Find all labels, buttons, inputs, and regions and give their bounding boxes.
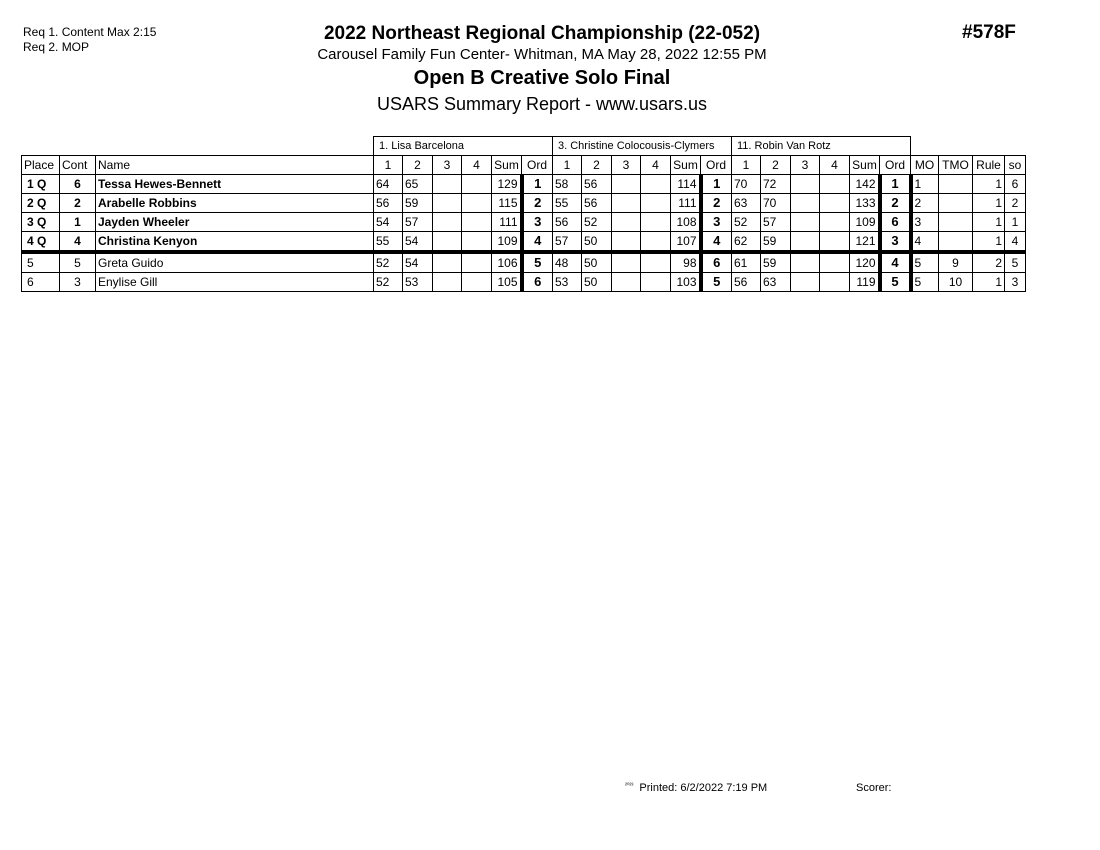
judge-2-score-1-cell: 56 (553, 213, 582, 232)
judge-3-score-4-cell (820, 232, 850, 253)
judge-2-score-3-cell (612, 175, 641, 194)
judge-1-ordinal-cell: 1 (522, 175, 553, 194)
judge-3-score-3-cell (791, 232, 820, 253)
judge-3-score-4-cell (820, 213, 850, 232)
judge-1-score-1-cell: 55 (374, 232, 403, 253)
col-j1-ord: Ord (522, 156, 553, 175)
event-code: #578F (962, 22, 1016, 43)
table-row (22, 273, 1026, 292)
col-j2-score-2: 2 (582, 156, 612, 175)
judge-2-sum-cell: 111 (671, 194, 701, 213)
judge-2-score-2-cell: 52 (582, 213, 612, 232)
so-cell: 5 (1005, 252, 1026, 273)
scorer-label: Scorer: (856, 782, 892, 794)
judge-1-ordinal-cell: 5 (522, 252, 553, 273)
judge-2-score-4-cell (641, 252, 671, 273)
table-row (22, 252, 1026, 273)
place-cell: 2 Q (22, 194, 60, 213)
report-title: USARS Summary Report - www.usars.us (376, 94, 708, 114)
rule-cell: 1 (973, 213, 1005, 232)
judge-1-score-4-cell (462, 194, 492, 213)
judge-1-name: 1. Lisa Barcelona (374, 137, 553, 156)
requirement-2: Req 2. MOP (23, 40, 90, 54)
judge-1-score-2-cell: 54 (403, 232, 433, 253)
requirements-list (23, 25, 156, 55)
rule-cell: 1 (973, 273, 1005, 292)
judge-2-score-3-cell (612, 194, 641, 213)
report-header (250, 22, 834, 115)
judge-3-score-4-cell (820, 273, 850, 292)
judge-1-score-3-cell (433, 232, 462, 253)
judge-1-sum-cell: 105 (492, 273, 522, 292)
col-j3-score-4: 4 (820, 156, 850, 175)
judge-2-score-4-cell (641, 273, 671, 292)
judge-2-ordinal-cell: 4 (701, 232, 732, 253)
judge-2-score-2-cell: 50 (582, 273, 612, 292)
footer-mark: ²⁰²³ (625, 783, 634, 789)
judge-2-score-1-cell: 58 (553, 175, 582, 194)
judge-2-ordinal-cell: 1 (701, 175, 732, 194)
judge-3-score-2-cell: 70 (761, 194, 791, 213)
col-rule: Rule (973, 156, 1005, 175)
col-j1-score-2: 2 (403, 156, 433, 175)
judge-1-score-1-cell: 64 (374, 175, 403, 194)
judge-3-score-1-cell: 61 (732, 252, 761, 273)
judge-2-score-4-cell (641, 213, 671, 232)
requirement-1: Req 1. Content Max 2:15 (23, 25, 157, 39)
judge-3-sum-cell: 120 (850, 252, 880, 273)
judge-1-sum-cell: 106 (492, 252, 522, 273)
mo-cell: 5 (911, 252, 939, 273)
judge-2-score-1-cell: 53 (553, 273, 582, 292)
judge-3-sum-cell: 109 (850, 213, 880, 232)
col-j2-ord: Ord (701, 156, 732, 175)
so-cell: 2 (1005, 194, 1026, 213)
col-j3-score-1: 1 (732, 156, 761, 175)
tmo-cell: 9 (939, 252, 973, 273)
contestant-number-cell: 1 (60, 213, 96, 232)
contestant-number-cell: 6 (60, 175, 96, 194)
printed-text: Printed: 6/2/2022 7:19 PM (639, 782, 768, 794)
judge-1-score-2-cell: 59 (403, 194, 433, 213)
judge-1-score-1-cell: 52 (374, 273, 403, 292)
judge-1-ordinal-cell: 3 (522, 213, 553, 232)
tmo-cell (939, 175, 973, 194)
judge-1-score-4-cell (462, 213, 492, 232)
so-cell: 1 (1005, 213, 1026, 232)
judge-1-score-3-cell (433, 273, 462, 292)
judge-1-score-3-cell (433, 252, 462, 273)
so-cell: 6 (1005, 175, 1026, 194)
judge-3-score-2-cell: 59 (761, 252, 791, 273)
place-cell: 1 Q (22, 175, 60, 194)
judge-3-sum-cell: 133 (850, 194, 880, 213)
judge-3-score-2-cell: 59 (761, 232, 791, 253)
judge-1-ordinal-cell: 6 (522, 273, 553, 292)
competition-title: 2022 Northeast Regional Championship (22-052) (323, 23, 761, 44)
skater-name-cell: Arabelle Robbins (96, 194, 374, 213)
col-tmo: TMO (939, 156, 973, 175)
judge-1-ordinal-cell: 4 (522, 232, 553, 253)
judge-1-score-2-cell: 53 (403, 273, 433, 292)
judge-1-score-4-cell (462, 252, 492, 273)
judge-2-score-2-cell: 50 (582, 252, 612, 273)
place-cell: 3 Q (22, 213, 60, 232)
col-place: Place (22, 156, 60, 175)
col-j1-score-1: 1 (374, 156, 403, 175)
judge-3-ordinal-cell: 5 (880, 273, 911, 292)
judge-2-score-1-cell: 55 (553, 194, 582, 213)
contestant-number-cell: 2 (60, 194, 96, 213)
judge-3-score-1-cell: 52 (732, 213, 761, 232)
judge-3-score-1-cell: 63 (732, 194, 761, 213)
judge-3-score-4-cell (820, 252, 850, 273)
mo-cell: 2 (911, 194, 939, 213)
judge-1-score-4-cell (462, 273, 492, 292)
contestant-number-cell: 4 (60, 232, 96, 253)
rule-cell: 2 (973, 252, 1005, 273)
place-cell: 6 (22, 273, 60, 292)
rule-cell: 1 (973, 232, 1005, 253)
contestant-number-cell: 3 (60, 273, 96, 292)
col-mo: MO (911, 156, 939, 175)
judge-2-score-2-cell: 50 (582, 232, 612, 253)
judge-1-score-1-cell: 52 (374, 252, 403, 273)
col-j2-score-4: 4 (641, 156, 671, 175)
judge-3-score-3-cell (791, 252, 820, 273)
col-j3-score-2: 2 (761, 156, 791, 175)
judge-1-score-1-cell: 54 (374, 213, 403, 232)
col-so: so (1005, 156, 1026, 175)
judge-2-score-1-cell: 57 (553, 232, 582, 253)
results-table (21, 136, 1026, 292)
so-cell: 3 (1005, 273, 1026, 292)
judge-1-ordinal-cell: 2 (522, 194, 553, 213)
judge-1-sum-cell: 109 (492, 232, 522, 253)
judge-3-score-3-cell (791, 194, 820, 213)
judge-2-score-4-cell (641, 194, 671, 213)
judge-2-ordinal-cell: 3 (701, 213, 732, 232)
judge-header-row (22, 137, 1026, 156)
judge-1-score-3-cell (433, 213, 462, 232)
judge-3-score-2-cell: 57 (761, 213, 791, 232)
mo-cell: 1 (911, 175, 939, 194)
judge-3-score-1-cell: 62 (732, 232, 761, 253)
judge-3-ordinal-cell: 6 (880, 213, 911, 232)
judge-1-sum-cell: 111 (492, 213, 522, 232)
skater-name-cell: Jayden Wheeler (96, 213, 374, 232)
judge-3-score-3-cell (791, 273, 820, 292)
judge-2-sum-cell: 98 (671, 252, 701, 273)
col-cont: Cont (60, 156, 96, 175)
judge-1-score-2-cell: 57 (403, 213, 433, 232)
judge-2-ordinal-cell: 2 (701, 194, 732, 213)
col-j3-ord: Ord (880, 156, 911, 175)
judge-3-sum-cell: 119 (850, 273, 880, 292)
judge-3-score-4-cell (820, 194, 850, 213)
judge-2-score-3-cell (612, 252, 641, 273)
judge-2-score-3-cell (612, 213, 641, 232)
judge-2-score-4-cell (641, 232, 671, 253)
judge-3-score-3-cell (791, 213, 820, 232)
judge-1-score-4-cell (462, 232, 492, 253)
judge-3-ordinal-cell: 4 (880, 252, 911, 273)
judge-2-score-1-cell: 48 (553, 252, 582, 273)
col-j1-sum: Sum (492, 156, 522, 175)
judge-3-sum-cell: 142 (850, 175, 880, 194)
place-cell: 5 (22, 252, 60, 273)
col-j2-score-1: 1 (553, 156, 582, 175)
judge-3-score-1-cell: 70 (732, 175, 761, 194)
judge-1-score-2-cell: 54 (403, 252, 433, 273)
judge-3-ordinal-cell: 3 (880, 232, 911, 253)
tmo-cell (939, 232, 973, 253)
tmo-cell (939, 194, 973, 213)
venue-date-line: Carousel Family Fun Center- Whitman, MA May 28, 2022 12:55 PM (317, 46, 767, 63)
judge-3-score-2-cell: 63 (761, 273, 791, 292)
judge-1-sum-cell: 129 (492, 175, 522, 194)
judge-3-score-1-cell: 56 (732, 273, 761, 292)
judge-2-sum-cell: 107 (671, 232, 701, 253)
rule-cell: 1 (973, 175, 1005, 194)
judge-2-sum-cell: 114 (671, 175, 701, 194)
judge-2-ordinal-cell: 5 (701, 273, 732, 292)
judge-3-sum-cell: 121 (850, 232, 880, 253)
col-j1-score-4: 4 (462, 156, 492, 175)
table-row (22, 213, 1026, 232)
judge-2-score-2-cell: 56 (582, 194, 612, 213)
place-cell: 4 Q (22, 232, 60, 253)
rule-cell: 1 (973, 194, 1005, 213)
judge-2-sum-cell: 103 (671, 273, 701, 292)
judge-2-score-4-cell (641, 175, 671, 194)
so-cell: 4 (1005, 232, 1026, 253)
judge-1-sum-cell: 115 (492, 194, 522, 213)
skater-name-cell: Greta Guido (96, 252, 374, 273)
judge-3-score-4-cell (820, 175, 850, 194)
judge-1-score-1-cell: 56 (374, 194, 403, 213)
contestant-number-cell: 5 (60, 252, 96, 273)
col-j1-score-3: 3 (433, 156, 462, 175)
tmo-cell: 10 (939, 273, 973, 292)
event-segment-title: Open B Creative Solo Final (413, 67, 671, 89)
col-j2-sum: Sum (671, 156, 701, 175)
skater-name-cell: Christina Kenyon (96, 232, 374, 253)
judge-3-score-3-cell (791, 175, 820, 194)
judge-2-score-3-cell (612, 273, 641, 292)
column-header-row (22, 156, 1026, 175)
judge-2-score-2-cell: 56 (582, 175, 612, 194)
judge-2-ordinal-cell: 6 (701, 252, 732, 273)
judge-1-score-3-cell (433, 194, 462, 213)
judge-1-score-4-cell (462, 175, 492, 194)
mo-cell: 3 (911, 213, 939, 232)
col-name: Name (96, 156, 374, 175)
mo-cell: 4 (911, 232, 939, 253)
judge-3-ordinal-cell: 1 (880, 175, 911, 194)
table-row (22, 194, 1026, 213)
col-j3-sum: Sum (850, 156, 880, 175)
judge-1-score-2-cell: 65 (403, 175, 433, 194)
printed-timestamp (625, 782, 767, 794)
skater-name-cell: Tessa Hewes-Bennett (96, 175, 374, 194)
table-row (22, 175, 1026, 194)
judge-2-score-3-cell (612, 232, 641, 253)
col-j3-score-3: 3 (791, 156, 820, 175)
judge-3-score-2-cell: 72 (761, 175, 791, 194)
skater-name-cell: Enylise Gill (96, 273, 374, 292)
table-row (22, 232, 1026, 253)
judge-2-name: 3. Christine Colocousis-Clymers (553, 137, 732, 156)
judge-3-ordinal-cell: 2 (880, 194, 911, 213)
col-j2-score-3: 3 (612, 156, 641, 175)
tmo-cell (939, 213, 973, 232)
judge-3-name: 11. Robin Van Rotz (732, 137, 911, 156)
mo-cell: 5 (911, 273, 939, 292)
judge-2-sum-cell: 108 (671, 213, 701, 232)
judge-1-score-3-cell (433, 175, 462, 194)
